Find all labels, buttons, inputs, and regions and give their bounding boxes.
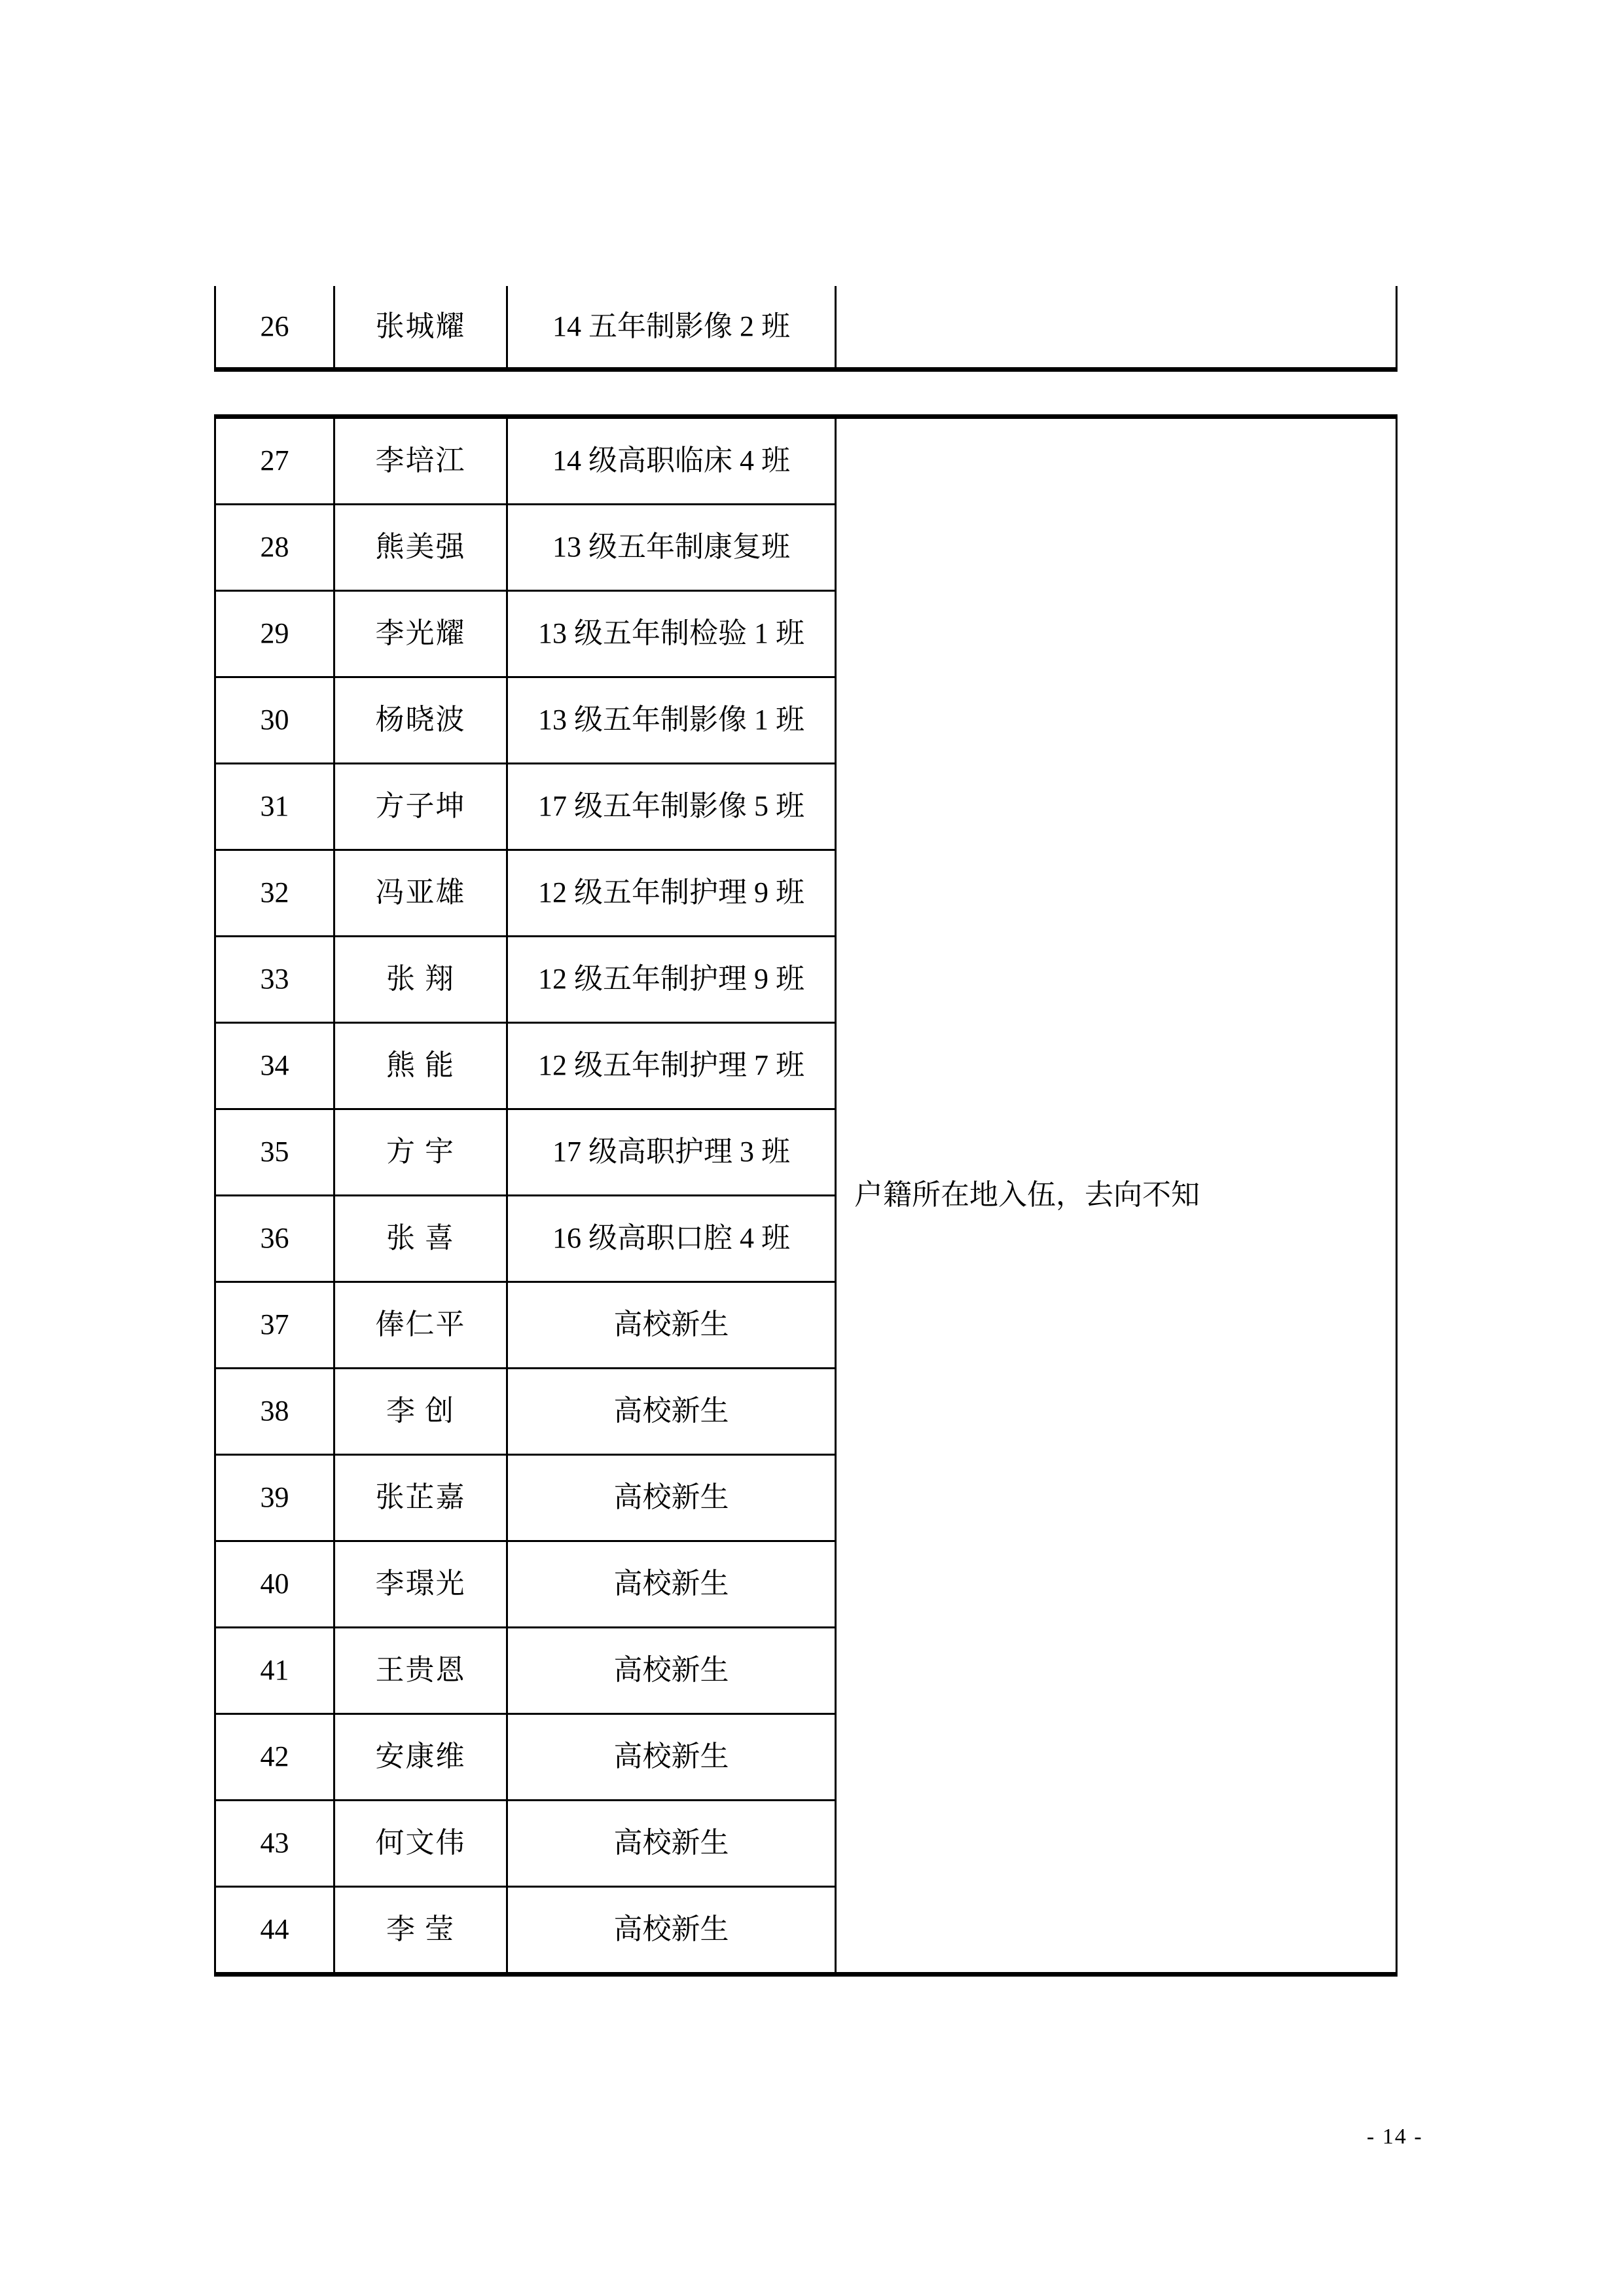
class-cell: 17 级五年制影像 5 班 (507, 764, 836, 850)
student-name-cell: 方 宇 (334, 1109, 507, 1196)
class-cell: 14 级高职临床 4 班 (507, 417, 836, 505)
student-name-cell: 冯亚雄 (334, 850, 507, 937)
class-cell: 高校新生 (507, 1887, 836, 1975)
student-name-cell: 王贵恩 (334, 1628, 507, 1714)
class-cell: 13 级五年制检验 1 班 (507, 591, 836, 677)
serial-number-cell: 37 (215, 1282, 334, 1369)
table-row (215, 417, 1397, 505)
serial-number-cell: 41 (215, 1628, 334, 1714)
serial-number-cell: 32 (215, 850, 334, 937)
student-name-cell: 张 翔 (334, 937, 507, 1023)
remark-merged-cell: 户籍所在地入伍，去向不知 (836, 417, 1397, 1975)
roster-table-top-fragment (214, 286, 1398, 372)
class-cell: 13 级五年制康复班 (507, 505, 836, 591)
student-name-cell: 安康维 (334, 1714, 507, 1801)
student-name-cell: 李 创 (334, 1369, 507, 1455)
student-name-cell: 李培江 (334, 417, 507, 505)
serial-number-cell: 40 (215, 1541, 334, 1628)
class-cell: 高校新生 (507, 1282, 836, 1369)
class-cell: 高校新生 (507, 1801, 836, 1887)
serial-number-cell: 29 (215, 591, 334, 677)
class-cell: 12 级五年制护理 9 班 (507, 937, 836, 1023)
student-name-cell: 张芷嘉 (334, 1455, 507, 1541)
student-name-cell: 杨晓波 (334, 677, 507, 764)
serial-number-cell: 44 (215, 1887, 334, 1975)
student-name-cell: 方子坤 (334, 764, 507, 850)
table-row (215, 286, 1397, 370)
student-name-cell: 张城耀 (334, 286, 507, 370)
class-cell: 13 级五年制影像 1 班 (507, 677, 836, 764)
serial-number-cell: 36 (215, 1196, 334, 1282)
class-cell: 高校新生 (507, 1455, 836, 1541)
class-cell: 14 五年制影像 2 班 (507, 286, 836, 370)
serial-number-cell: 28 (215, 505, 334, 591)
roster-table-top-body (215, 286, 1397, 370)
serial-number-cell: 35 (215, 1109, 334, 1196)
roster-table-main-body (215, 417, 1397, 1975)
student-name-cell: 李光耀 (334, 591, 507, 677)
student-name-cell: 俸仁平 (334, 1282, 507, 1369)
serial-number-cell: 30 (215, 677, 334, 764)
serial-number-cell: 39 (215, 1455, 334, 1541)
serial-number-cell: 43 (215, 1801, 334, 1887)
student-name-cell: 李璟光 (334, 1541, 507, 1628)
serial-number-cell: 27 (215, 417, 334, 505)
serial-number-cell: 42 (215, 1714, 334, 1801)
serial-number-cell: 38 (215, 1369, 334, 1455)
serial-number-cell: 26 (215, 286, 334, 370)
serial-number-cell: 31 (215, 764, 334, 850)
class-cell: 12 级五年制护理 9 班 (507, 850, 836, 937)
class-cell: 高校新生 (507, 1369, 836, 1455)
class-cell: 高校新生 (507, 1628, 836, 1714)
roster-table-main (214, 414, 1398, 1977)
student-name-cell: 张 喜 (334, 1196, 507, 1282)
class-cell: 17 级高职护理 3 班 (507, 1109, 836, 1196)
class-cell: 高校新生 (507, 1714, 836, 1801)
student-name-cell: 熊 能 (334, 1023, 507, 1109)
class-cell: 12 级五年制护理 7 班 (507, 1023, 836, 1109)
student-name-cell: 熊美强 (334, 505, 507, 591)
serial-number-cell: 34 (215, 1023, 334, 1109)
class-cell: 16 级高职口腔 4 班 (507, 1196, 836, 1282)
remark-merged-cell (836, 286, 1397, 370)
page-number: - 14 - (1367, 2125, 1423, 2149)
serial-number-cell: 33 (215, 937, 334, 1023)
class-cell: 高校新生 (507, 1541, 836, 1628)
student-name-cell: 何文伟 (334, 1801, 507, 1887)
student-name-cell: 李 莹 (334, 1887, 507, 1975)
